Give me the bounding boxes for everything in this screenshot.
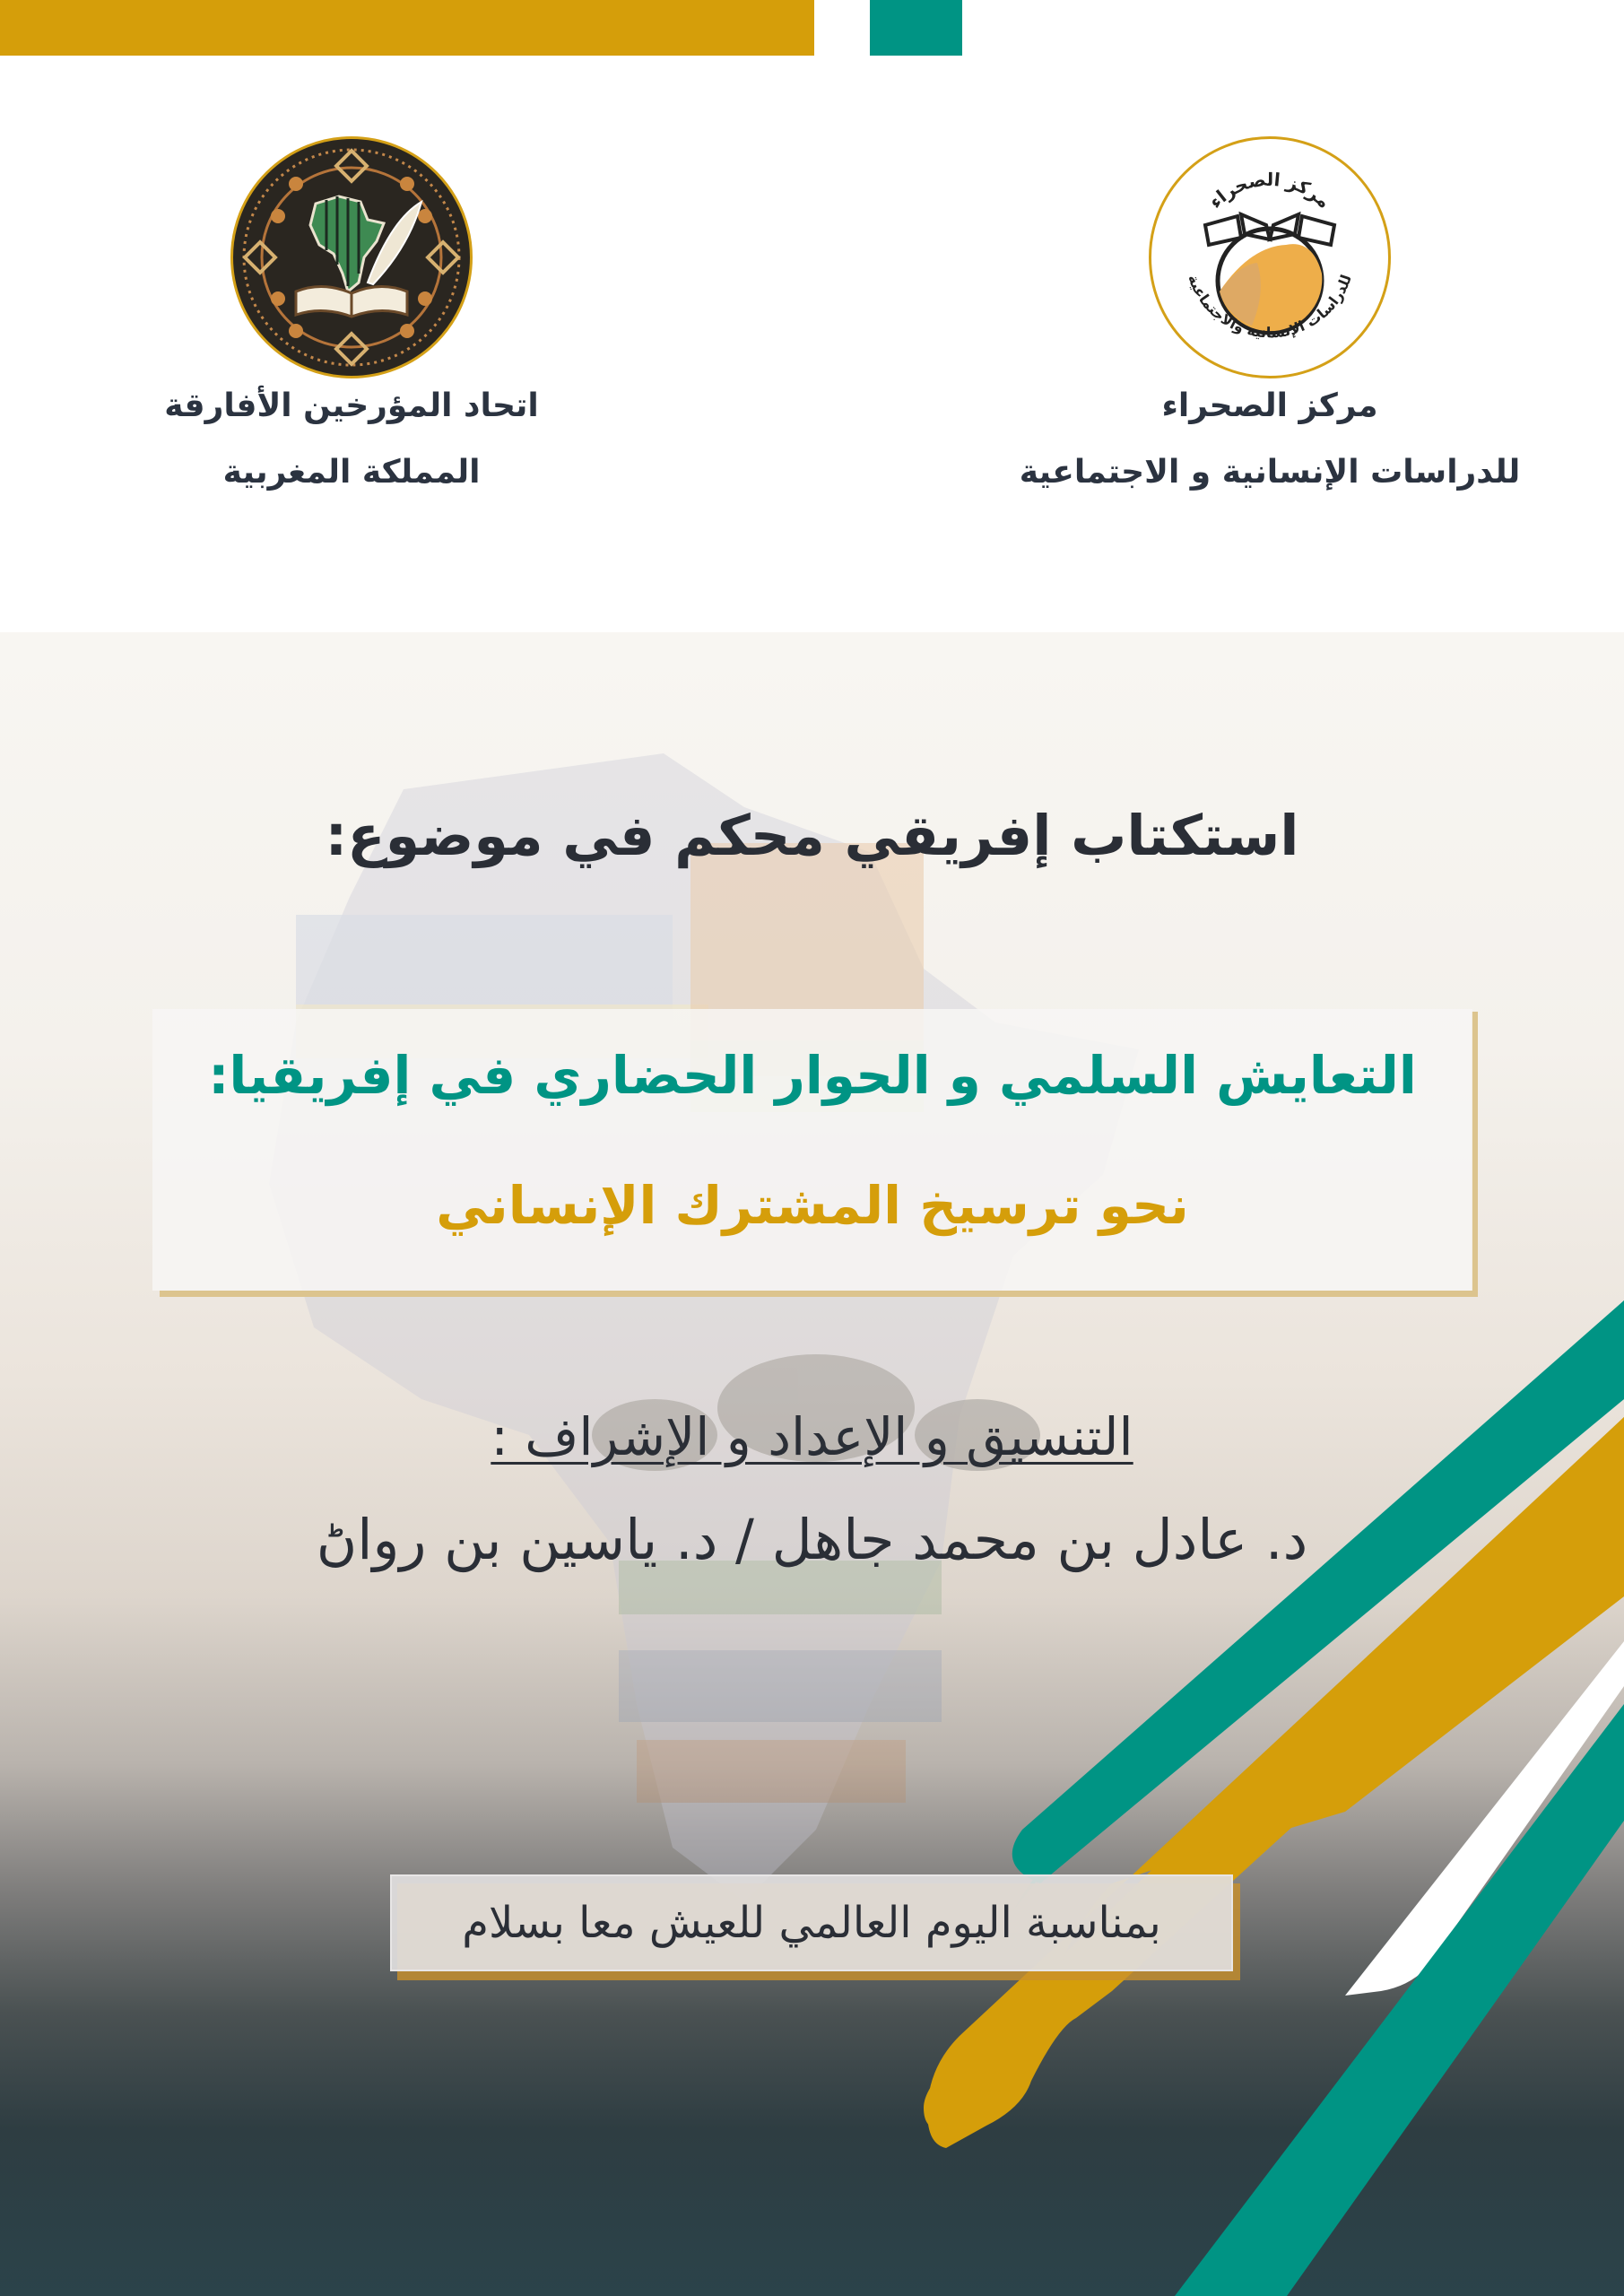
left-org-name-line2: المملكة المغربية (222, 454, 481, 491)
occasion-text: بمناسبة اليوم العالمي للعيش معا بسلام (462, 1898, 1161, 1948)
right-org-name-line2: للدراسات الإنسانية و الاجتماعية (1019, 454, 1521, 491)
coordinators-names: د. عادل بن محمد جاهل / د. ياسين بن رواڻ (316, 1507, 1308, 1572)
svg-text:للدراسات الإنسانية والاجتماعية: للدراسات الإنسانية والاجتماعية (1185, 272, 1355, 342)
svg-text:مركز الصحراء: مركز الصحراء (1204, 168, 1335, 213)
occasion-box (390, 1874, 1233, 1971)
intro-title: استكتاب إفريقي محكم في موضوع: (325, 803, 1299, 868)
left-org-name-line1: اتحاد المؤرخين الأفارقة (164, 387, 539, 424)
main-subheading: نحو ترسيخ المشترك الإنساني (436, 1175, 1189, 1236)
coordinators-label-text: التنسيق و الإعداد و الإشراف : (491, 1406, 1133, 1467)
right-org-name-line1: مركز الصحراء (1161, 387, 1378, 424)
main-heading: التعايش السلمي و الحوار الحضاري في إفريقيا: (208, 1045, 1417, 1106)
